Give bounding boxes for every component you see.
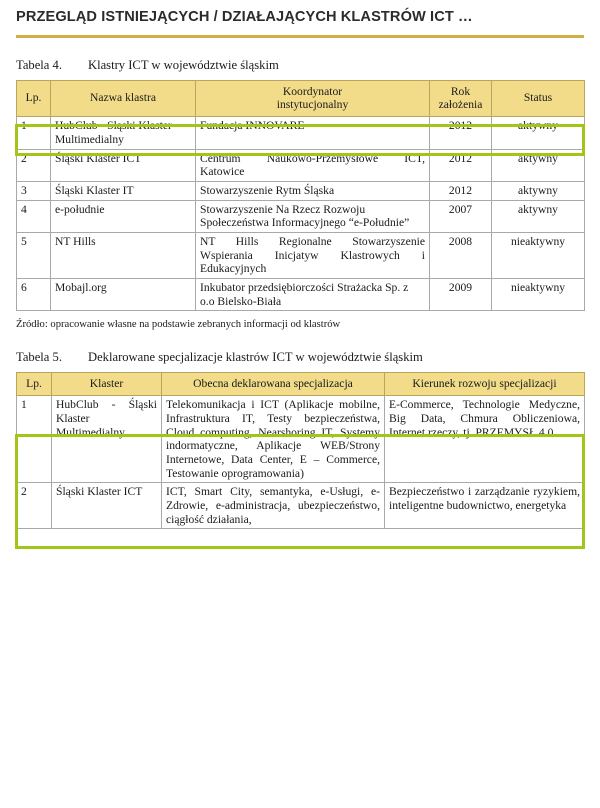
table5-r2-direction: Bezpieczeństwo i zarządzanie ryzykiem, inteligentne budownictwo, energetyka [385, 483, 585, 529]
table-row [17, 182, 585, 201]
table4-col-lp-line1: Lp. [25, 91, 42, 105]
table4-r2-status: aktywny [492, 149, 585, 181]
table4-r5-coordinator: NT Hills Regionalne Stowarzyszenie Wspierania Inicjatyw Klastrowych i Edukacyjnych [196, 233, 430, 279]
table4-r4-status: aktywny [492, 200, 585, 232]
table5-r1-lp: 1 [17, 396, 52, 483]
table-row [17, 200, 585, 232]
table4-r1-status: aktywny [492, 117, 585, 149]
table4-caption-number: Tabela 4. [16, 57, 62, 72]
table4-r1-name: HubClub - Sląski Klaster Multimedialny [51, 117, 196, 149]
table4-col-lp [17, 80, 51, 117]
heading-divider [16, 35, 584, 38]
table4-caption-text: Klastry ICT w województwie śląskim [88, 57, 279, 72]
table4-r4-lp: 4 [17, 200, 51, 232]
table5-col-lp: Lp. [17, 373, 52, 396]
table5-col-cluster: Klaster [52, 373, 162, 396]
table-row [17, 233, 585, 279]
table-cluster-specializations [16, 372, 585, 529]
table4-r2-lp: 2 [17, 149, 51, 181]
table4-r2-name: Śląski Klaster ICT [51, 149, 196, 181]
table4-r2-coordinator: Centrum Naukowo-Przemysłowe ICT, Katowice [196, 149, 430, 181]
table5-r1-direction: E-Commerce, Technologie Medyczne, Big Data, Chmura Obliczeniowa, Internet rzeczy, tj. PRZEMYSŁ 4.0 [385, 396, 585, 483]
table4-r3-name: Śląski Klaster IT [51, 182, 196, 201]
table5-col-current-spec: Obecna deklarowana specjalizacja [162, 373, 385, 396]
table4-r6-coordinator: Inkubator przedsiębiorczości Strażacka Sp. z o.o Bielsko-Biała [196, 279, 430, 311]
table4-r5-year: 2008 [430, 233, 492, 279]
table5-r1-cluster: HubClub - Śląski Klaster Multimedialny [52, 396, 162, 483]
table4-r5-name: NT Hills [51, 233, 196, 279]
table4-r4-coordinator: Stowarzyszenie Na Rzecz Rozwoju Społeczeństwa Informacyjnego “e-Południe” [196, 200, 430, 232]
table4-r1-year: 2012 [430, 117, 492, 149]
table4-r5-lp: 5 [17, 233, 51, 279]
table-clusters-ict [16, 80, 585, 312]
table4-col-name-line1: Nazwa klastra [90, 91, 156, 105]
table4-col-year-line2: założenia [438, 98, 483, 112]
table4-r5-status: nieaktywny [492, 233, 585, 279]
table4-col-status [492, 80, 585, 117]
table4-r3-coordinator: Stowarzyszenie Rytm Śląska [196, 182, 430, 201]
table5-r1-current: Telekomunikacja i ICT (Aplikacje mobilne, Infrastruktura IT, Testy bezpieczeństwa, Cloud computing, Nearshoring IT, Systemy indormatyczne, Aplikacje WEB/Strony Internetowe, Data Center, E – Commerce, Testowanie oprogramowania) [162, 396, 385, 483]
table4-r3-status: aktywny [492, 182, 585, 201]
table5-caption-text: Deklarowane specjalizacje klastrów ICT w województwie śląskim [88, 350, 423, 365]
page-bottom-clip [0, 608, 600, 808]
table4-col-status-line1: Status [523, 91, 553, 105]
table4-col-coordinator-line2: instytucjonalny [276, 98, 349, 112]
page-title: PRZEGLĄD ISTNIEJĄCYCH / DZIAŁAJĄCYCH KLASTRÓW ICT … [16, 9, 473, 25]
table4-caption [16, 58, 584, 73]
table-row [17, 396, 585, 483]
table4-r3-year: 2012 [430, 182, 492, 201]
table4-col-name [51, 80, 196, 117]
table4-r6-lp: 6 [17, 279, 51, 311]
table4-col-year [430, 80, 492, 117]
table4-r4-name: e-południe [51, 200, 196, 232]
table5-col-direction: Kierunek rozwoju specjalizacji [385, 373, 585, 396]
table5-caption [16, 350, 584, 365]
table4-r2-year: 2012 [430, 149, 492, 181]
table4-col-year-line1: Rok [450, 84, 471, 98]
table-row [17, 279, 585, 311]
table-row [17, 149, 585, 181]
table4-col-coordinator [196, 80, 430, 117]
table5-caption-number: Tabela 5. [16, 350, 62, 365]
table4-col-coordinator-line1: Koordynator [282, 84, 343, 98]
table4-r4-year: 2007 [430, 200, 492, 232]
table4-r1-coordinator: Fundacja INNOVARE [196, 117, 430, 149]
table5-r2-lp: 2 [17, 483, 52, 529]
table4-r6-status: nieaktywny [492, 279, 585, 311]
table4-header-row [17, 80, 585, 117]
table5-r2-cluster: Śląski Klaster ICT [52, 483, 162, 529]
table-row [17, 483, 585, 529]
table4-source-note: Źródło: opracowanie własne na podstawie zebranych informacji od klastrów [16, 319, 341, 331]
table4-r3-lp: 3 [17, 182, 51, 201]
table4-r6-name: Mobajl.org [51, 279, 196, 311]
table4-r6-year: 2009 [430, 279, 492, 311]
table5-r2-current: ICT, Smart City, semantyka, e-Usługi, e-Zdrowie, e-administracja, ubezpieczeństwo, ciągłość działania, [162, 483, 385, 529]
table4-r1-lp: 1 [17, 117, 51, 149]
table5-header-row [17, 373, 585, 396]
table-row [17, 117, 585, 149]
